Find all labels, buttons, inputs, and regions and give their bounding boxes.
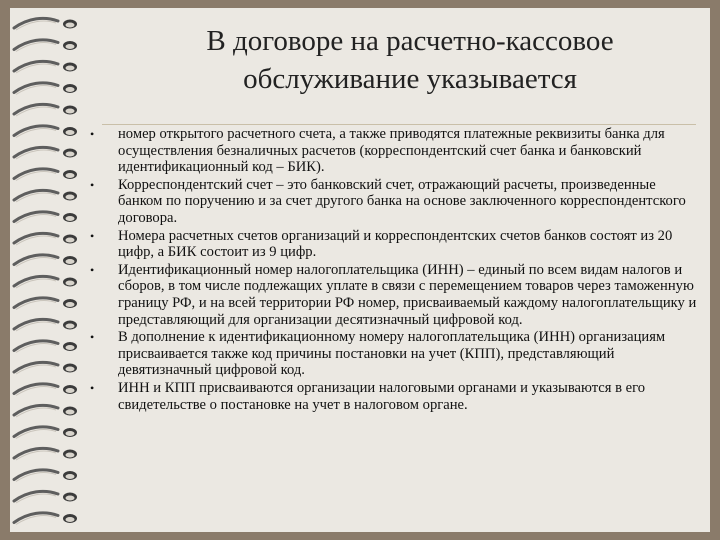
slide-title-line-1: В договоре на расчетно-кассовое xyxy=(206,25,614,57)
spiral-ring xyxy=(14,212,77,224)
bullet-text: Номера расчетных счетов организаций и корреспондентских счетов банков состоят из 20 цифр, а БИК состоит из 9 цифр. xyxy=(118,227,673,261)
spiral-ring xyxy=(14,491,77,503)
bullet-text: номер открытого расчетного счета, а также приводятся платежные реквизиты банка для осуществления безналичных расчетов (корреспондентский счет банка и банковский идентификационный код – БИК). xyxy=(118,126,665,176)
spiral-ring xyxy=(14,341,77,353)
bullet-item xyxy=(86,380,698,413)
bullet-dot-icon: • xyxy=(90,330,95,345)
slide-title xyxy=(130,22,690,98)
spiral-ring xyxy=(14,362,77,374)
spiral-ring xyxy=(14,319,77,331)
spiral-ring xyxy=(14,448,77,460)
bullet-list xyxy=(86,126,698,414)
bullet-item xyxy=(86,329,698,379)
spiral-ring xyxy=(14,18,77,30)
spiral-ring xyxy=(14,233,77,245)
title-divider xyxy=(102,124,696,125)
bullet-text: В дополнение к идентификационному номеру налогоплательщика (ИНН) организациям присваивается также код причины постановки на учет (КПП), представляющий девятизначный цифровой код. xyxy=(118,329,666,379)
spiral-ring xyxy=(14,61,77,73)
spiral-ring xyxy=(14,470,77,482)
spiral-ring xyxy=(14,276,77,288)
spiral-ring xyxy=(14,405,77,417)
spiral-ring xyxy=(14,126,77,138)
spiral-ring xyxy=(14,83,77,95)
bullet-item xyxy=(86,262,698,328)
bullet-dot-icon: • xyxy=(90,262,95,277)
bullet-dot-icon: • xyxy=(90,228,95,243)
spiral-ring xyxy=(14,513,77,525)
spiral-ring xyxy=(14,147,77,159)
spiral-ring xyxy=(14,190,77,202)
spiral-ring xyxy=(14,384,77,396)
bullet-item xyxy=(86,177,698,227)
bullet-text: ИНН и КПП присваиваются организации налоговыми органами и указываются в его свидетельстве о постановке на учет в налоговом органе. xyxy=(118,379,646,413)
slide xyxy=(10,8,710,532)
bullet-item xyxy=(86,228,698,261)
spiral-ring xyxy=(14,169,77,181)
bullet-text: Корреспондентский счет – это банковский счет, отражающий расчеты, произведенные банком по поручению и за счет другого банка на основе заключенного корреспондентского договора. xyxy=(118,176,686,226)
bullet-item xyxy=(86,126,698,176)
bullet-text: Идентификационный номер налогоплательщика (ИНН) – единый по всем видам налогов и сборов, в том числе подлежащих уплате в связи с перемещением товаров через таможенную границу РФ, и на всей территории РФ номер, присваиваемый каждому налогоплательщику и представляющий для организации десятизначный цифровой код. xyxy=(118,261,697,328)
slide-title-line-2: обслуживание указывается xyxy=(243,63,577,95)
spiral-ring xyxy=(14,255,77,267)
spiral-ring xyxy=(14,40,77,52)
bullet-dot-icon: • xyxy=(90,127,95,141)
spiral-ring xyxy=(14,104,77,116)
bullet-dot-icon: • xyxy=(90,380,95,395)
spiral-ring xyxy=(14,298,77,310)
spiral-ring xyxy=(14,427,77,439)
spiral-binding xyxy=(10,8,96,532)
bullet-dot-icon: • xyxy=(90,177,95,192)
